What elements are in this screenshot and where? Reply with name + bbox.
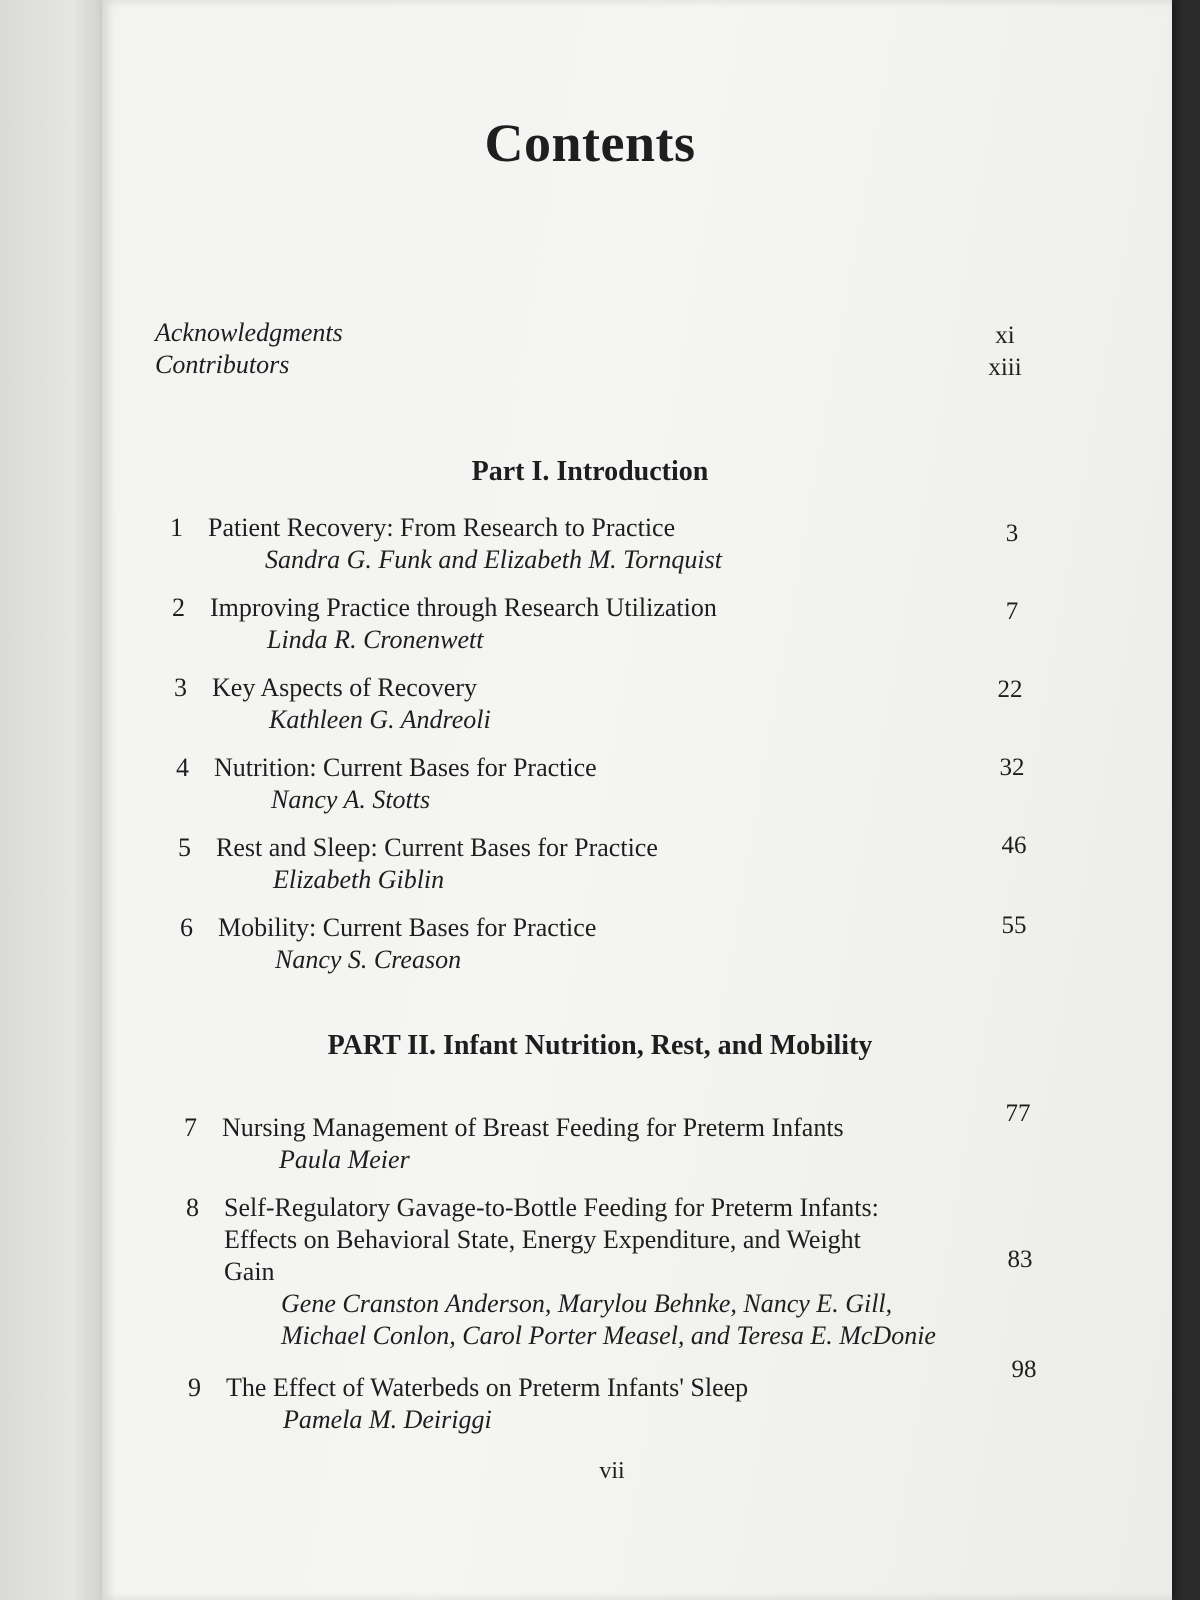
front-matter-acknowledgments: Acknowledgments: [155, 318, 343, 347]
chapter-title: Rest and Sleep: Current Bases for Practice: [216, 833, 658, 862]
chapter-authors: Elizabeth Giblin: [273, 865, 445, 894]
chapter-title: Improving Practice through Research Utilization: [210, 593, 717, 622]
chapter-title-line: Self-Regulatory Gavage-to-Bottle Feeding for Preterm Infants:: [224, 1193, 879, 1222]
facing-page-edge: [0, 0, 104, 1600]
chapter-authors: Kathleen G. Andreoli: [269, 705, 491, 734]
chapter-number: 4: [176, 753, 189, 782]
chapter-authors: Nancy A. Stotts: [271, 785, 431, 814]
chapter-number: 7: [184, 1113, 197, 1142]
chapter-page: 22: [997, 676, 1023, 703]
chapter-title: Key Aspects of Recovery: [212, 673, 477, 702]
chapter-number: 5: [178, 833, 191, 862]
chapter-title-line: Effects on Behavioral State, Energy Expenditure, and Weight: [224, 1225, 861, 1254]
chapter-number: 8: [186, 1193, 199, 1222]
chapter-number: 9: [188, 1373, 201, 1402]
chapter-title: Nutrition: Current Bases for Practice: [214, 753, 597, 782]
chapter-page: 32: [999, 754, 1025, 781]
part-heading: Part I. Introduction: [471, 456, 709, 487]
chapter-title: Patient Recovery: From Research to Practice: [208, 513, 676, 542]
chapter-authors: Sandra G. Funk and Elizabeth M. Tornquist: [265, 545, 722, 574]
chapter-title-line: Gain: [224, 1257, 275, 1286]
part-heading: PART II. Infant Nutrition, Rest, and Mobility: [327, 1030, 873, 1061]
chapter-authors: Nancy S. Creason: [275, 945, 462, 974]
chapter-authors: Paula Meier: [279, 1145, 410, 1174]
front-matter-page: xiii: [988, 354, 1022, 381]
chapter-page: 3: [1005, 520, 1019, 547]
front-matter-page: xi: [995, 322, 1015, 349]
chapter-page: 55: [1001, 912, 1027, 939]
chapter-page: 83: [1007, 1246, 1033, 1273]
front-matter-contributors: Contributors: [155, 350, 290, 379]
chapter-authors-line: Gene Cranston Anderson, Marylou Behnke, Nancy E. Gill,: [281, 1289, 893, 1318]
page-title: Contents: [484, 113, 696, 173]
chapter-authors: Linda R. Cronenwett: [267, 625, 484, 654]
chapter-page: 7: [1005, 598, 1019, 625]
chapter-title: The Effect of Waterbeds on Preterm Infants' Sleep: [226, 1373, 749, 1402]
chapter-number: 2: [172, 593, 185, 622]
chapter-page: 77: [1005, 1100, 1031, 1127]
chapter-authors-line: Michael Conlon, Carol Porter Measel, and Teresa E. McDonie: [281, 1321, 936, 1350]
page-number: vii: [599, 1458, 625, 1484]
chapter-authors: Pamela M. Deiriggi: [283, 1405, 492, 1434]
chapter-number: 3: [174, 673, 187, 702]
chapter-number: 1: [170, 513, 183, 542]
chapter-page: 98: [1011, 1356, 1037, 1383]
chapter-title: Mobility: Current Bases for Practice: [218, 913, 597, 942]
chapter-page: 46: [1001, 832, 1027, 859]
chapter-number: 6: [180, 913, 193, 942]
chapter-title: Nursing Management of Breast Feeding for Preterm Infants: [222, 1113, 844, 1142]
